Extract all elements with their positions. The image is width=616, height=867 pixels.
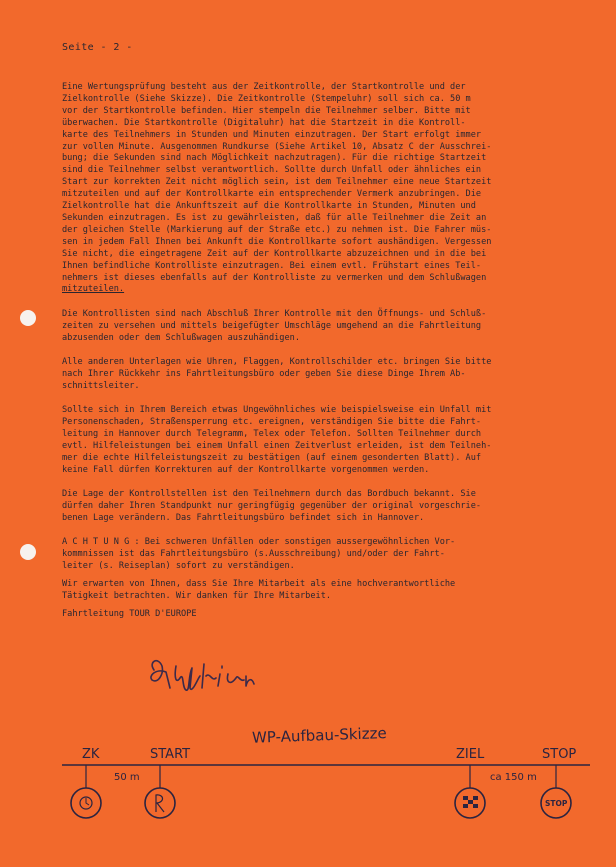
text-line: abzusenden oder dem Schlußwagen auszuhändigen. (62, 332, 300, 343)
paragraph-wertungspruefung (62, 82, 590, 296)
label-distance-stop: ca 150 m (490, 772, 537, 783)
signoff-text: Fahrtleitung TOUR D'EUROPE (62, 608, 197, 619)
stop-sign (541, 765, 571, 818)
start-sign (145, 765, 175, 818)
text-line: Zielkontrolle (Siehe Skizze). Die Zeitkontrolle (Stempeluhr) soll sich ca. 50 m (62, 93, 471, 104)
text-line: benen Lage verändern. Das Fahrtleitungsbüro befindet sich in Hannover. (62, 513, 425, 523)
text-line: Alle anderen Unterlagen wie Uhren, Flaggen, Kontrollschilder etc. bringen Sie bitte (62, 357, 492, 368)
text-line: schnittsleiter. (62, 380, 140, 391)
text-line: mitzuteilen. (62, 284, 125, 295)
text-line: zur vollen Minute. Ausgenommen Rundkurse (Siehe Artikel 10, Absatz C der Ausschrei- (62, 141, 492, 152)
paragraph-lage (62, 489, 590, 525)
text-line: Personenschaden, Straßensperrung etc. ereignen, verständigen Sie bitte die Fahrt- (62, 417, 482, 428)
text-line: Die Kontrollisten sind nach Abschluß Ihrer Kontrolle mit den Öffnungs- und Schluß- (62, 308, 487, 319)
paragraph-mitarbeit (62, 579, 590, 603)
text-line: Eine Wertungsprüfung besteht aus der Zeitkontrolle, der Startkontrolle und der (62, 82, 466, 92)
stop-sign-text: STOP (545, 799, 568, 808)
text-line: Die Lage der Kontrollstellen ist den Teilnehmern durch das Bordbuch bekannt. Sie (62, 489, 476, 500)
zk-sign (71, 765, 101, 818)
label-start: START (150, 747, 191, 762)
text-line: dürfen daher Ihren Standpunkt nur geringfügig gegenüber der original vorgeschrie- (62, 501, 482, 512)
text-line: leitung in Hannover durch Telegramm, Telex oder Telefon. Sollten Teilnehmer durch (62, 429, 482, 440)
punch-hole-bottom (20, 544, 36, 560)
paragraph-kontrollisten (62, 309, 590, 345)
text-line: zeiten zu versehen und mittels beigefügter Umschläge umgehend an die Fahrtleitung (62, 320, 482, 331)
text-line: mitzuteilen und auf der Kontrollkarte ein entsprechender Vermerk anzubringen. Die (62, 189, 482, 200)
text-line: mer die echte Hilfeleistungszeit zu bestätigen (auf einem gesonderten Blatt). Auf (62, 452, 482, 463)
text-line: sen in jedem Fall Ihnen bei Ankunft die Kontrollkarte sofort aushändigen. Vergessen (62, 236, 492, 247)
text-line: leiter (s. Reiseplan) sofort zu verständigen. (62, 561, 295, 572)
label-zk: ZK (82, 747, 100, 762)
text-line: der gleichen Stelle (Markierung auf der Straße etc.) zu nehmen ist. Die Fahrer müs- (62, 224, 492, 235)
letter-body (62, 82, 590, 621)
ziel-sign (455, 765, 485, 818)
text-line: Sekunden einzutragen. Es ist zu gewährleisten, daß für alle Teilnehmer die Zeit an (62, 212, 487, 223)
text-line: keine Fall dürfen Korrekturen auf der Kontrollkarte vorgenommen werden. (62, 464, 430, 475)
text-line: vor der Startkontrolle befinden. Hier stempeln die Teilnehmer selber. Bitte mit (62, 105, 471, 116)
label-stop: STOP (542, 747, 577, 762)
text-line: Wir erwarten von Ihnen, dass Sie Ihre Mitarbeit als eine hochverantwortliche (62, 579, 456, 590)
paragraph-achtung (62, 537, 590, 573)
punch-hole-top (20, 310, 36, 326)
text-line: Start zur korrekten Zeit nicht möglich sein, ist dem Teilnehmer eine neue Startzeit (62, 177, 492, 188)
text-line: nehmers ist dieses ebenfalls auf der Kontrolliste zu vermerken und dem Schlußwagen (62, 272, 487, 283)
label-distance-start: 50 m (114, 772, 140, 783)
text-line: Zielkontrolle hat die Ankunftszeit auf die Kontrollkarte in Stunden, Minuten und (62, 201, 476, 212)
text-line: überwachen. Die Startkontrolle (Digitaluhr) hat die Startzeit in die Kontroll- (62, 117, 466, 128)
text-line: evtl. Hilfeleistungen bei einem Unfall einen Zeitverlust erleiden, ist dem Teilneh- (62, 440, 492, 451)
text-line: Sollte sich in Ihrem Bereich etwas Ungewöhnliches wie beispielsweise ein Unfall mit (62, 405, 492, 416)
text-line: Tätigkeit betrachten. Wir danken für Ihre Mitarbeit. (62, 591, 332, 602)
sketch-title: WP-Aufbau-Skizze (251, 724, 387, 747)
text-line: Sie nicht, die eingetragene Zeit auf der Kontrollkarte abzuzeichnen und in die bei (62, 248, 487, 259)
wp-layout-sketch (0, 640, 616, 867)
paragraph-ungewoehnliches (62, 405, 590, 476)
text-line: A C H T U N G : Bei schweren Unfällen oder sonstigen aussergewöhnlichen Vor- (62, 537, 456, 548)
label-ziel: ZIEL (456, 747, 485, 762)
text-line: bung; die Sekunden sind nach Möglichkeit nachzutragen). Für die richtige Startzeit (62, 153, 487, 164)
paragraph-unterlagen (62, 357, 590, 393)
page-number: Seite - 2 - (62, 42, 133, 53)
text-line: karte des Teilnehmers in Stunden und Minuten einzutragen. Der Start erfolgt immer (62, 129, 482, 140)
text-line: kommnissen ist das Fahrtleitungsbüro (s.Ausschreibung) und/oder der Fahrt- (62, 549, 445, 560)
text-line: nach Ihrer Rückkehr ins Fahrtleitungsbüro oder geben Sie diese Dinge Ihrem Ab- (62, 368, 466, 379)
text-line: Ihnen befindliche Kontrolliste einzutragen. Bei einem evtl. Frühstart eines Teil- (62, 260, 482, 271)
text-line: sind die Teilnehmer selbst verantwortlich. Sollte durch Unfall oder ähnliches ein (62, 165, 482, 176)
